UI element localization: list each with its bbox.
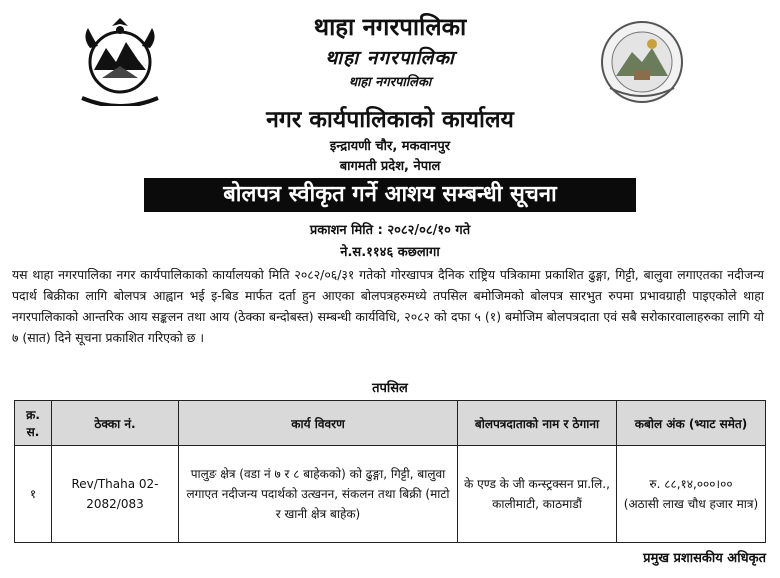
- header-sn: क्र. स.: [15, 401, 52, 446]
- published-date: प्रकाशन मिति : २०८२/०८/१० गते: [309, 223, 471, 238]
- amount-words: (अठासी लाख चौध हजार मात्र): [623, 497, 759, 511]
- table-row: [15, 446, 766, 543]
- notice-title: बोलपत्र स्वीकृत गर्ने आशय सम्बन्धी सूचना: [144, 178, 636, 212]
- municipality-name-newari: थाहा नगरपालिका: [325, 47, 455, 69]
- schedule-heading: तपसिल: [372, 381, 408, 396]
- municipality-name: थाहा नगरपालिका: [313, 13, 467, 41]
- amount-figure: रु. ८८,१४,०००।००: [649, 477, 733, 491]
- cell-description: पालुङ क्षेत्र (वडा नं ७ र ८ बाहेकको) को ढुङ्गा, गिट्टी, बालुवा लगाएत नदीजन्य पदार्थको उत्खनन, संकलन तथा बिक्री (माटो र खानी क्षेत्र बाहेक): [179, 446, 458, 543]
- cell-bidder: के एण्ड के जी कन्स्ट्रक्सन प्रा.लि., कालीमाटी, काठमाडौं: [458, 446, 617, 543]
- office-name: नगर कार्यपालिकाको कार्यालय: [266, 107, 514, 133]
- table-header-row: [15, 401, 766, 446]
- notice-body: यस थाहा नगरपालिका नगर कार्यपालिकाको कार्यालयको मिति २०८२/०६/३१ गतेको गोरखापत्र दैनिक राष्ट्रिय पत्रिकामा प्रकाशित ढुङ्गा, गिट्टी, बालुवा लगाएतका नदीजन्य पदार्थ बिक्रीका लागि बोलपत्र आह्वान भई इ-बिड मार्फत दर्ता हुन आएका बोलपत्रहरुमध्ये तपसिल बमोजिमको बोलपत्र सारभुत रुपमा प्रभावग्राही पाइएकोले थाहा नगरपालिकाको आन्तरिक आय सङ्कलन तथा आय (ठेक्का बन्दोबस्त) सम्बन्धी कार्यविधि, २०८२ को दफा ५ (१) बमोजिम बोलपत्रदाता एवं सबै सरोकारवालाहरुका लागि यो ७ (सात) दिने सूचना प्रकाशित गरिएको छ ।: [12, 267, 764, 345]
- header-contract-no: ठेक्का नं.: [52, 401, 179, 446]
- header-bidder: बोलपत्रदाताको नाम र ठेगाना: [458, 401, 617, 446]
- cell-contract-no: Rev/Thaha 02-2082/083: [52, 446, 179, 543]
- address-line1: इन्द्रायणी चौर, मकवानपुर: [329, 139, 451, 154]
- header-description: कार्य विवरण: [179, 401, 458, 446]
- registration-number: ने.स.११४६ कछलागा: [340, 245, 440, 260]
- municipality-name-script: थाहा नगरपालिका: [348, 75, 432, 90]
- header-amount: कबोल अंक (भ्याट समेत): [617, 401, 766, 446]
- cell-sn: १: [15, 446, 52, 543]
- signature-title: प्रमुख प्रशासकीय अधिकृत: [643, 551, 766, 566]
- schedule-table: [14, 400, 766, 543]
- address-line2: बागमती प्रदेश, नेपाल: [339, 159, 441, 174]
- cell-amount: [617, 446, 766, 543]
